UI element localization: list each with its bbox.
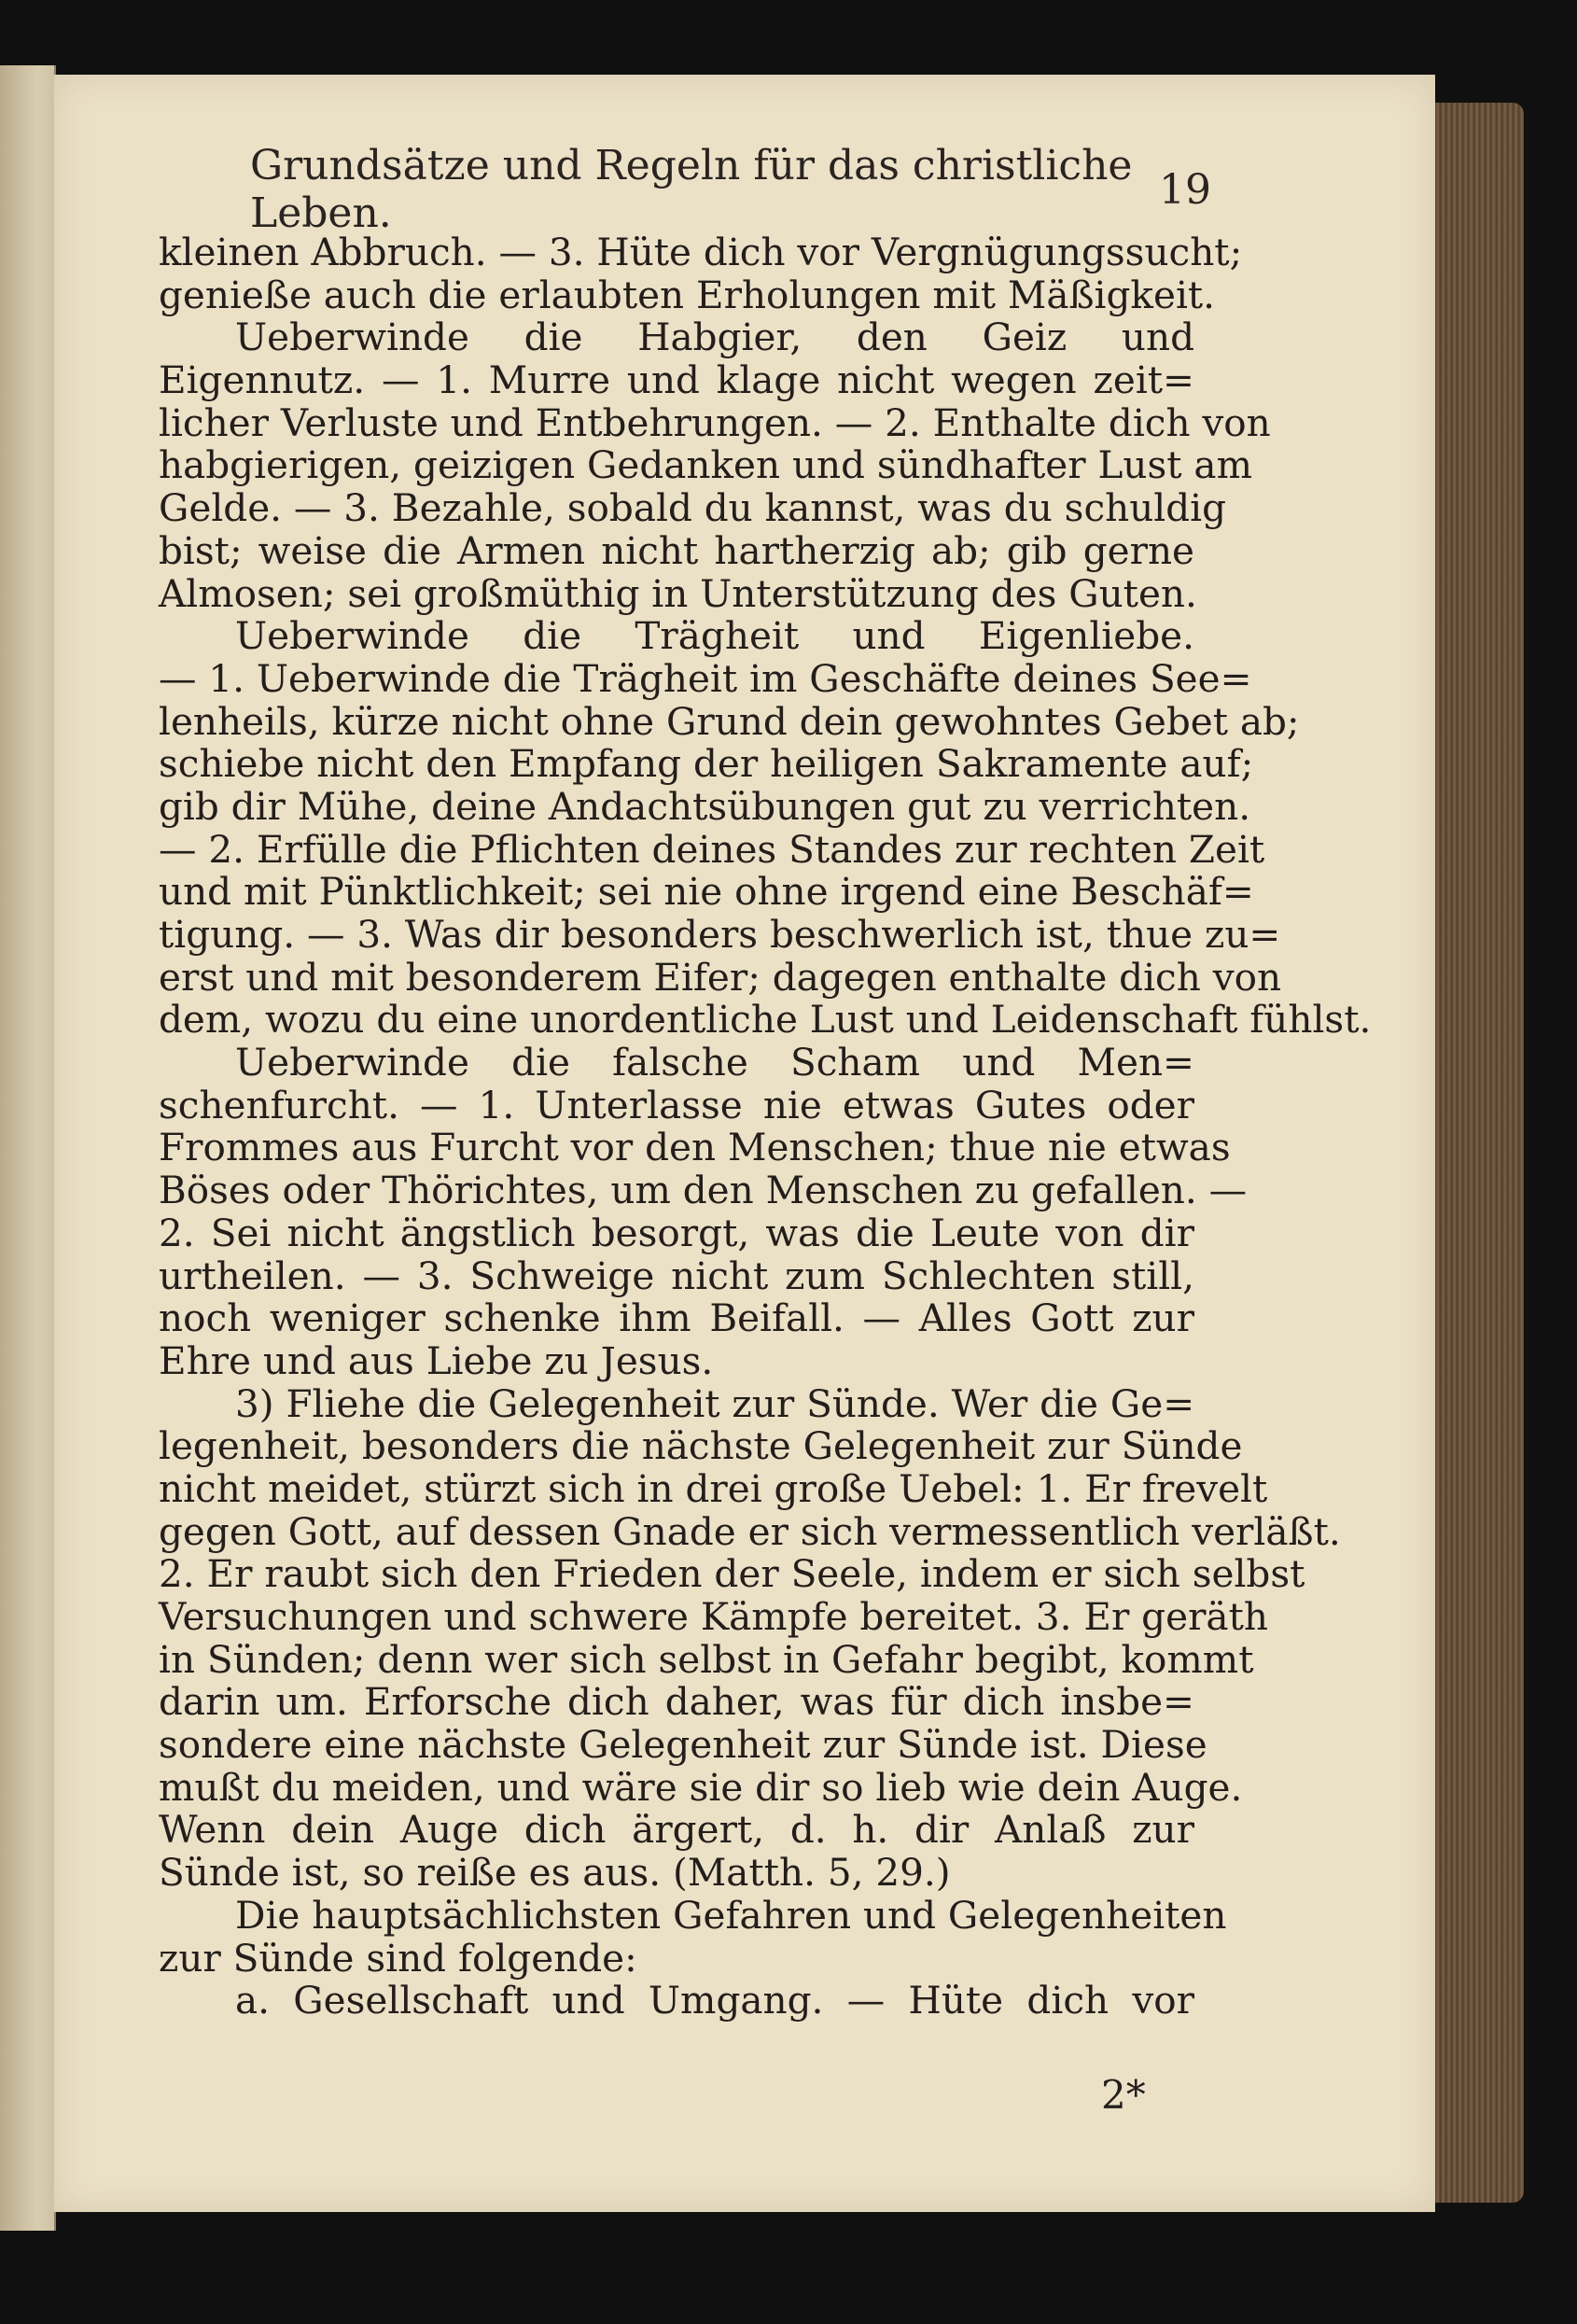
text-line: schiebe nicht den Empfang der heiligen Sakramente auf; xyxy=(159,741,1254,787)
running-header xyxy=(250,142,1211,237)
text-line: darin um. Erforsche dich daher, was für dich insbe= xyxy=(159,1679,1194,1725)
text-line: sondere eine nächste Gelegenheit zur Sünde ist. Diese xyxy=(159,1722,1207,1768)
text-line: a. Gesellschaft und Umgang. — Hüte dich vor xyxy=(235,1978,1194,2023)
text-line: — 1. Ueberwinde die Trägheit im Geschäfte deines See= xyxy=(159,655,1252,701)
text-line: Almosen; sei großmüthig in Unterstützung des Guten. xyxy=(159,570,1197,616)
text-line: 2. Sei nicht ängstlich besorgt, was die Leute von dir xyxy=(159,1210,1194,1255)
page-block-edge xyxy=(1435,103,1524,2203)
text-line: dem, wozu du eine unordentliche Lust und Leidenschaft fühlst. xyxy=(159,997,1372,1043)
text-line: noch weniger schenke ihm Beifall. — Alles Gott zur xyxy=(159,1295,1194,1341)
page-number: 19 xyxy=(1159,165,1211,214)
text-line: Ehre und aus Liebe zu Jesus. xyxy=(159,1337,714,1383)
text-line: habgierigen, geizigen Gedanken und sündhafter Lust am xyxy=(159,442,1252,488)
text-line: — 2. Erfülle die Pflichten deines Standes zur rechten Zeit xyxy=(159,826,1265,872)
text-line: Die hauptsächlichsten Gefahren und Gelegenheiten xyxy=(235,1892,1227,1938)
text-line: kleinen Abbruch. — 3. Hüte dich vor Vergnügungssucht; xyxy=(159,230,1243,274)
text-line: Gelde. — 3. Bezahle, sobald du kannst, was du schuldig xyxy=(159,485,1227,531)
running-title: Grundsätze und Regeln für das christliche Leben. xyxy=(250,142,1133,237)
text-line: und mit Pünktlichkeit; sei nie ohne irgend eine Beschäf= xyxy=(159,869,1254,915)
text-line: Ueberwinde die falsche Scham und Men= xyxy=(235,1040,1194,1085)
text-line: Versuchungen und schwere Kämpfe bereitet. 3. Er geräth xyxy=(159,1594,1268,1639)
text-line: Eigennutz. — 1. Murre und klage nicht wegen zeit= xyxy=(159,357,1194,403)
text-line: Wenn dein Auge dich ärgert, d. h. dir Anlaß zur xyxy=(159,1807,1194,1853)
text-line: zur Sünde sind folgende: xyxy=(159,1935,637,1981)
text-line: Sünde ist, so reiße es aus. (Matth. 5, 29.) xyxy=(159,1850,951,1896)
text-line: lenheils, kürze nicht ohne Grund dein gewohntes Gebet ab; xyxy=(159,698,1300,744)
text-line: Ueberwinde die Habgier, den Geiz und xyxy=(235,315,1194,360)
text-line: urtheilen. — 3. Schweige nicht zum Schlechten still, xyxy=(159,1253,1194,1298)
text-line: schenfurcht. — 1. Unterlasse nie etwas Gutes oder xyxy=(159,1082,1194,1127)
body-text xyxy=(159,230,1372,2023)
text-line: in Sünden; denn wer sich selbst in Gefahr begibt, kommt xyxy=(159,1636,1254,1682)
text-line: gib dir Mühe, deine Andachtsübungen gut zu verrichten. xyxy=(159,783,1251,829)
text-line: Frommes aus Furcht vor den Menschen; thue nie etwas xyxy=(159,1125,1231,1170)
text-line: nicht meidet, stürzt sich in drei große Uebel: 1. Er frevelt xyxy=(159,1465,1268,1511)
text-line: bist; weise die Armen nicht hartherzig ab; gib gerne xyxy=(159,527,1194,573)
signature-mark: 2* xyxy=(1101,2072,1146,2118)
text-line: erst und mit besonderem Eifer; dagegen enthalte dich von xyxy=(159,954,1282,1000)
text-line: legenheit, besonders die nächste Gelegenheit zur Sünde xyxy=(159,1423,1243,1469)
text-line: genieße auch die erlaubten Erholungen mit Mäßigkeit. xyxy=(159,272,1216,317)
text-line: Ueberwinde die Trägheit und Eigenliebe. xyxy=(235,613,1194,659)
text-line: tigung. — 3. Was dir besonders beschwerlich ist, thue zu= xyxy=(159,912,1281,957)
text-line: mußt du meiden, und wäre sie dir so lieb wie dein Auge. xyxy=(159,1764,1243,1810)
section-heading-line: 3) Fliehe die Gelegenheit zur Sünde. Wer die Ge= xyxy=(235,1380,1195,1426)
text-line: 2. Er raubt sich den Frieden der Seele, indem er sich selbst xyxy=(159,1551,1305,1597)
text-line: gegen Gott, auf dessen Gnade er sich vermessentlich verläßt. xyxy=(159,1508,1341,1554)
text-line: licher Verluste und Entbehrungen. — 2. Enthalte dich von xyxy=(159,399,1271,445)
text-line: Böses oder Thörichtes, um den Menschen zu gefallen. — xyxy=(159,1168,1248,1213)
facing-page-edge xyxy=(0,65,56,2231)
